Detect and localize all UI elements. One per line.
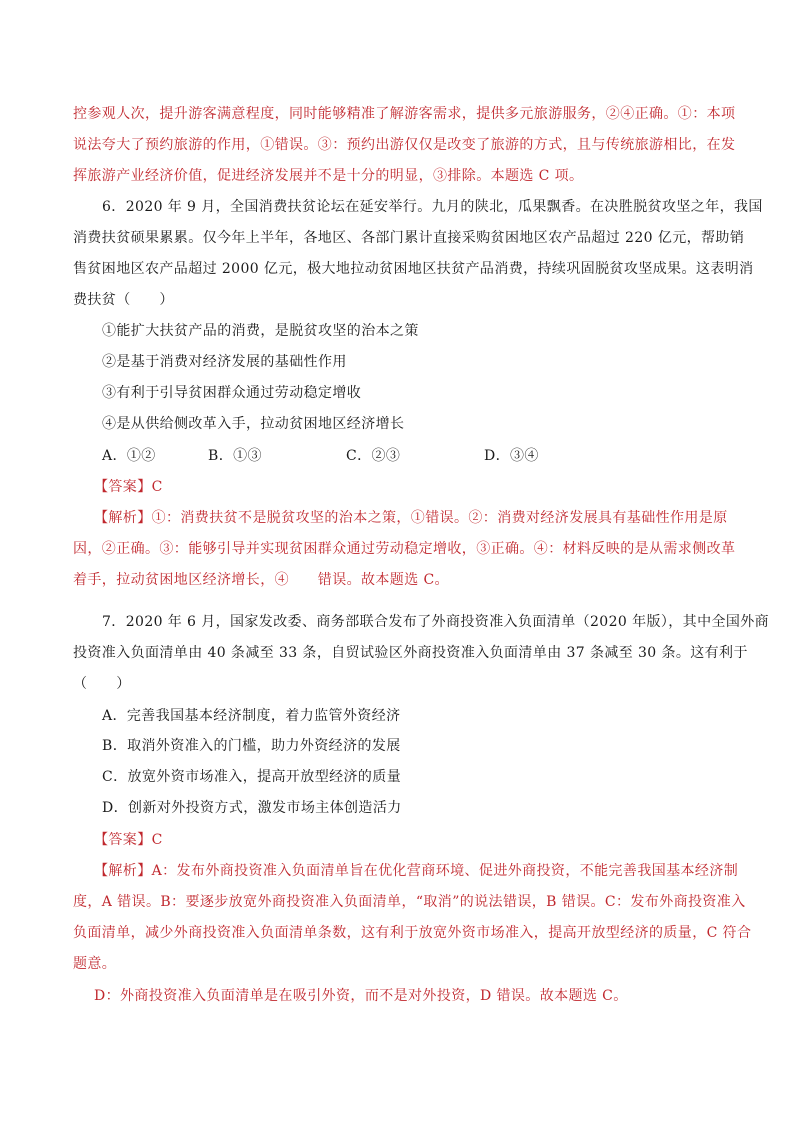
q6-analysis-text-1: ①：消费扶贫不是脱贫攻坚的治本之策，①错误。②：消费对经济发展具有基础性作用是原 <box>151 510 728 526</box>
q7-analysis-line-2: 度，A 错误。B：要逐步放宽外商投资准入负面清单，“取消”的说法错误，B 错误。C：发布外商投资准入 <box>73 894 746 910</box>
q6-answer <box>94 477 163 497</box>
q6-answer-label: 【答案】 <box>94 479 152 495</box>
q7-analysis-label: 【解析】 <box>94 863 152 879</box>
q6-statement-4: ④是从供给侧改革入手，拉动贫困地区经济增长 <box>102 416 405 432</box>
q7-stem-line-1: 7．2020 年 6 月，国家发改委、商务部联合发布了外商投资准入负面清单（2020 年版），其中全国外商 <box>102 614 770 630</box>
q7-analysis-line-5: D：外商投资准入负面清单是在吸引外资，而不是对外投资，D 错误。故本题选 C。 <box>94 988 628 1004</box>
q7-option-b: B．取消外资准入的门槛，助力外资经济的发展 <box>102 738 401 754</box>
q7-option-c: C．放宽外资市场准入，提高开放型经济的质量 <box>102 769 402 785</box>
q6-statement-3: ③有利于引导贫困群众通过劳动稳定增收 <box>102 385 362 401</box>
q6-analysis-line-3: 着手，拉动贫困地区经济增长，④ 错误。故本题选 C。 <box>73 572 449 588</box>
q6-option-d: D．③④ <box>484 448 539 464</box>
q6-option-c: C．②③ <box>346 448 401 464</box>
prev-explanation-line-2: 说法夸大了预约旅游的作用，①错误。③：预约出游仅仅是改变了旅游的方式，且与传统旅游相比，在发 <box>73 137 736 153</box>
q7-stem-line-3: （ ） <box>73 676 131 692</box>
q6-option-b: B．①③ <box>208 448 262 464</box>
q7-option-d: D．创新对外投资方式，激发市场主体创造活力 <box>102 800 402 816</box>
q7-analysis-line-3: 负面清单，减少外商投资准入负面清单条数，这有利于放宽外资市场准入，提高开放型经济的质量，C 符合 <box>73 925 752 941</box>
q7-answer-label: 【答案】 <box>94 832 152 848</box>
q6-analysis-line-2: 因，②正确。③：能够引导并实现贫困群众通过劳动稳定增收，③正确。④：材料反映的是从需求侧改革 <box>73 541 736 557</box>
q7-option-a: A．完善我国基本经济制度，着力监管外资经济 <box>102 708 401 724</box>
q6-stem-line-3: 售贫困地区农产品超过 2000 亿元，极大地拉动贫困地区扶贫产品消费，持续巩固脱贫攻坚成果。这表明消 <box>73 261 754 277</box>
prev-explanation-line-1: 控参观人次，提升游客满意程度，同时能够精准了解游客需求，提供多元旅游服务，②④正确。①：本项 <box>73 106 736 122</box>
q6-analysis-label: 【解析】 <box>94 510 152 526</box>
q6-stem-line-1: 6．2020 年 9 月，全国消费扶贫论坛在延安举行。九月的陕北，瓜果飘香。在决胜脱贫攻坚之年，我国 <box>102 199 763 215</box>
q7-answer-value: C <box>151 832 163 848</box>
q6-option-a: A．①② <box>102 448 156 464</box>
prev-explanation-line-3: 挥旅游产业经济价值，促进经济发展并不是十分的明显，③排除。本题选 C 项。 <box>73 168 584 184</box>
q6-stem-line-4: 费扶贫（ ） <box>73 292 174 308</box>
q7-answer <box>94 830 163 850</box>
q6-statement-2: ②是基于消费对经济发展的基础性作用 <box>102 354 347 370</box>
q6-analysis-line-1 <box>94 508 728 528</box>
q6-stem-line-2: 消费扶贫硕果累累。仅今年上半年，各地区、各部门累计直接采购贫困地区农产品超过 220 亿元，帮助销 <box>73 230 745 246</box>
q7-analysis-line-4: 题意。 <box>73 956 117 972</box>
q7-stem-line-2: 投资准入负面清单由 40 条减至 33 条，自贸试验区外商投资准入负面清单由 37 条减至 30 条。这有利于 <box>73 645 748 661</box>
q6-statement-1: ①能扩大扶贫产品的消费，是脱贫攻坚的治本之策 <box>102 323 419 339</box>
q6-answer-value: C <box>151 479 163 495</box>
q7-analysis-text-1: A：发布外商投资准入负面清单旨在优化营商环境、促进外商投资，不能完善我国基本经济制 <box>151 863 739 879</box>
q7-analysis-line-1 <box>94 861 738 881</box>
